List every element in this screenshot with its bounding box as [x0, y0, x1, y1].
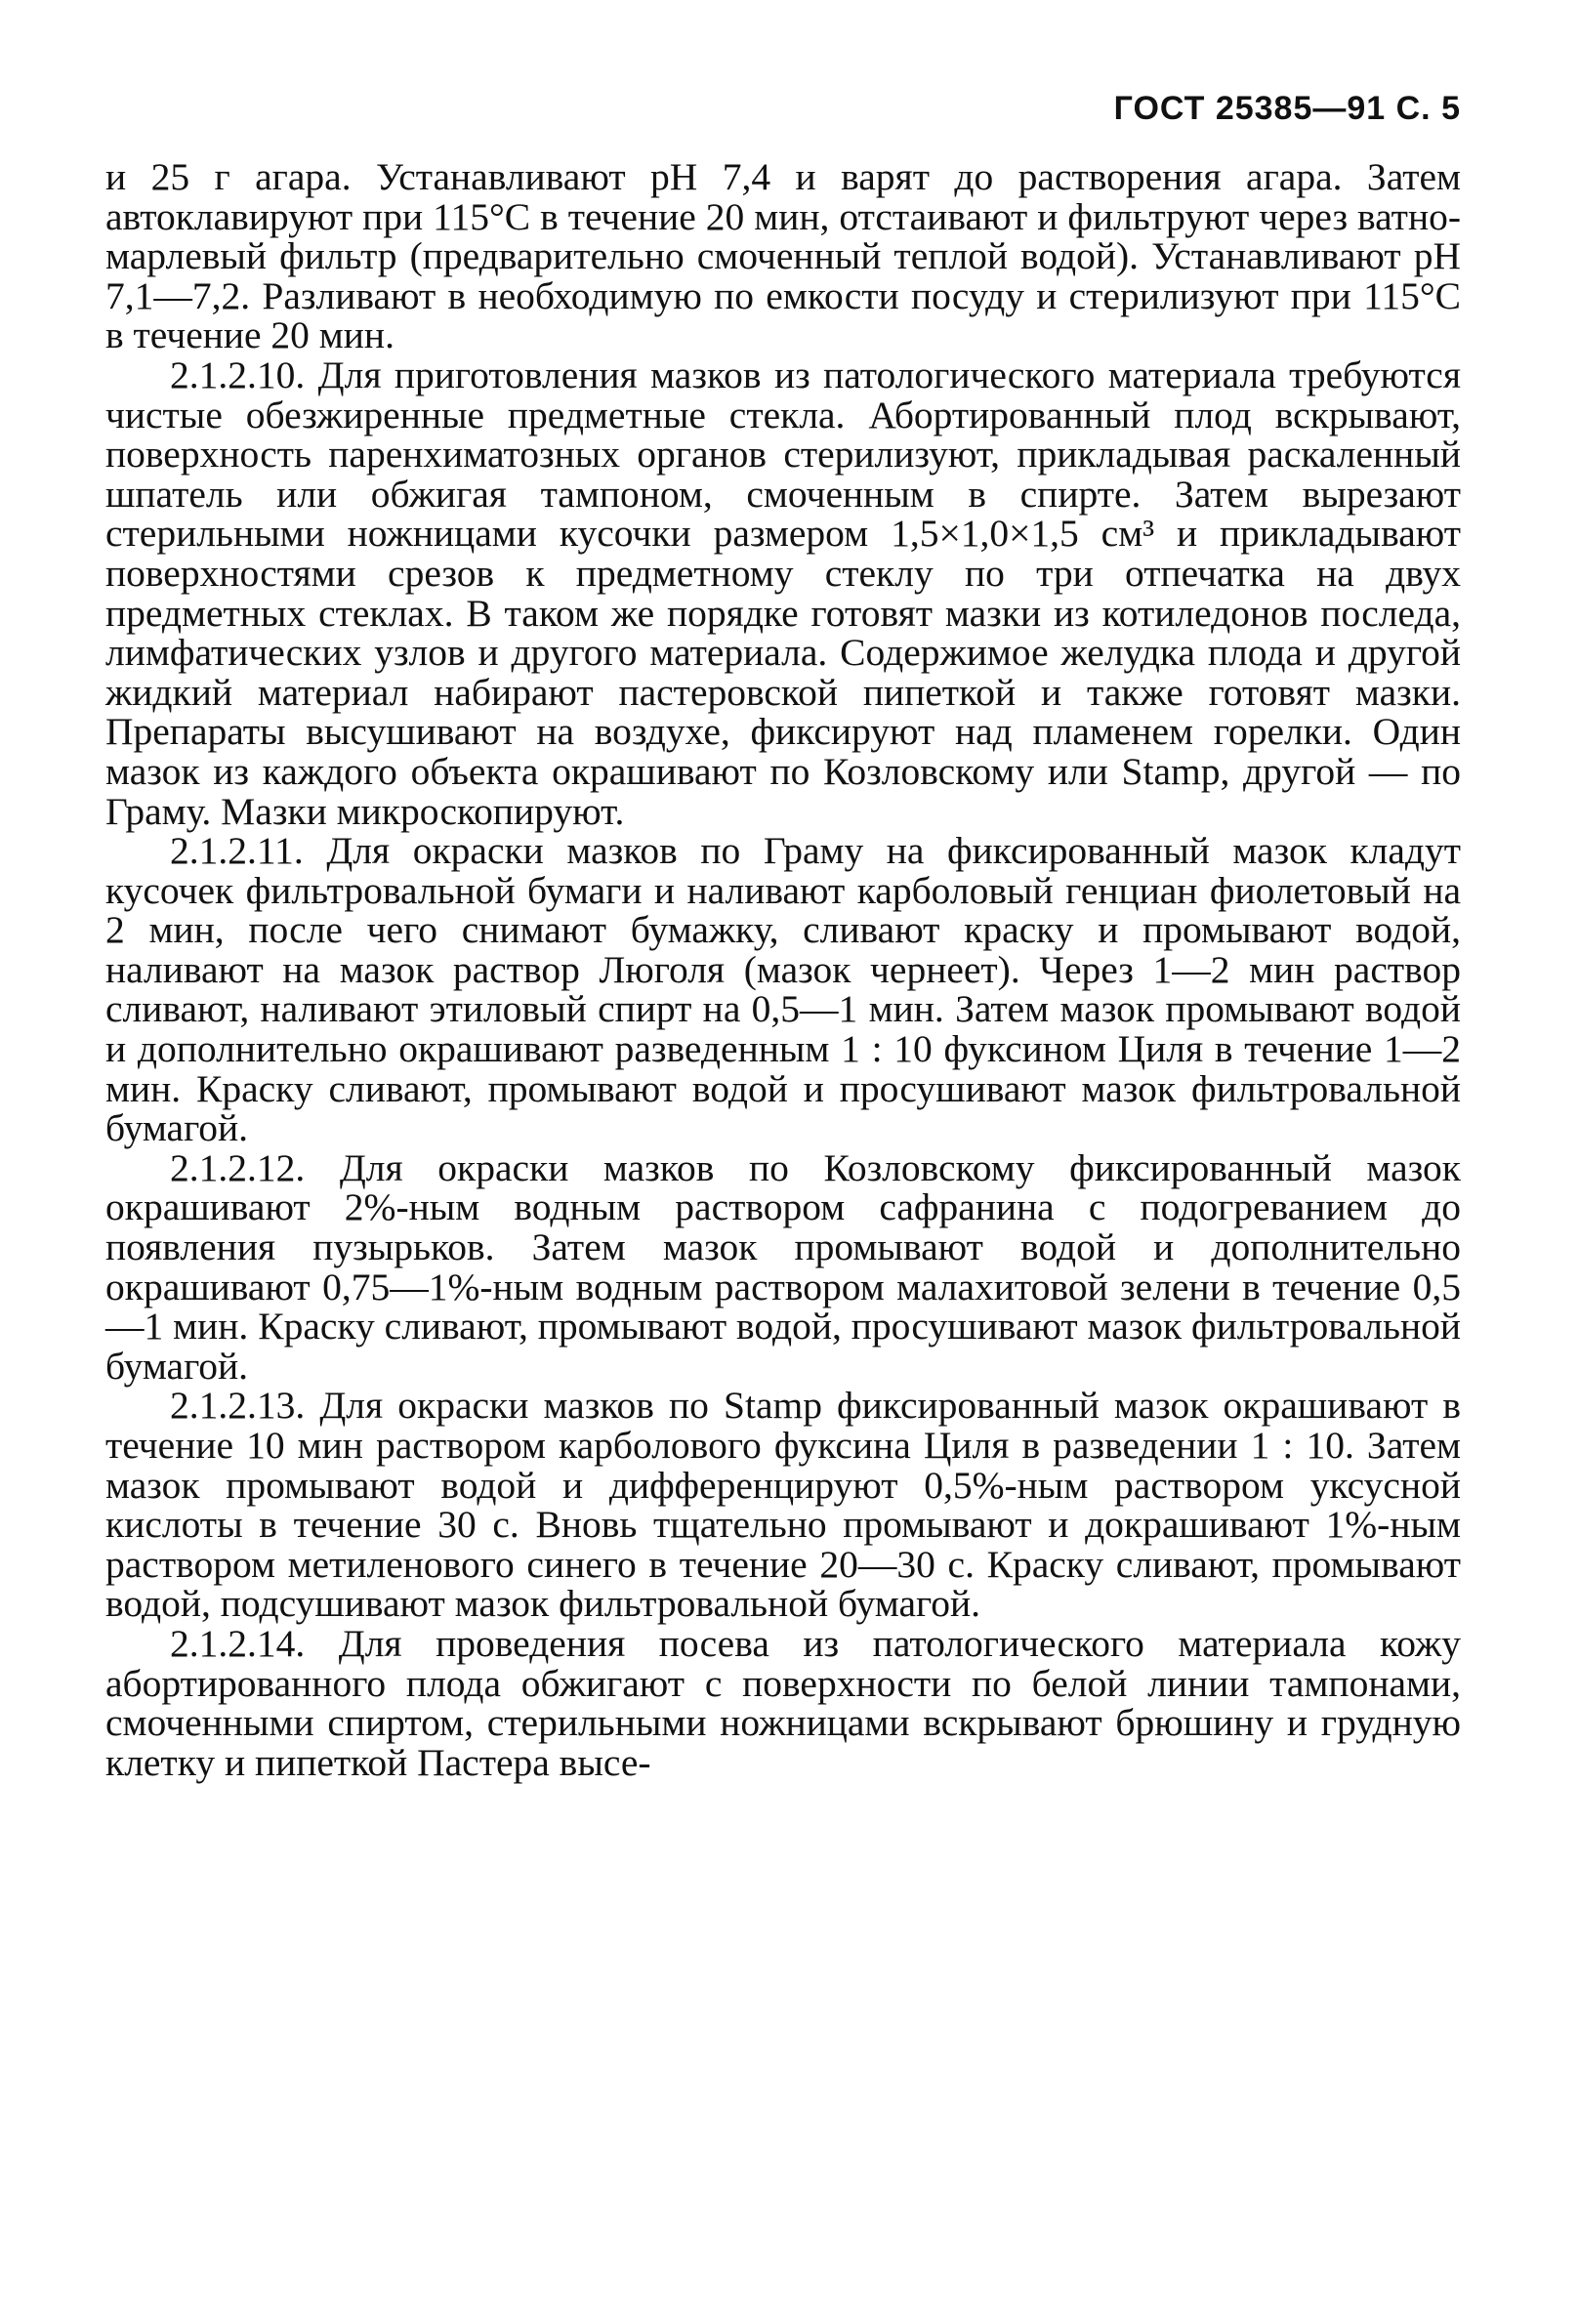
paragraph-2-1-2-10: 2.1.2.10. Для приготовления мазков из патологического материала требуются чистые обезжиренные предметные стекла. Абортированный плод вскрывают, поверхность паренхиматозных органов стерилизуют, прикладывая раскаленный шпатель или обжигая тампоном, смоченным в спирте. Затем вырезают стерильными ножницами кусочки размером 1,5×1,0×1,5 см³ и прикладывают поверхностями срезов к предметному стеклу по три отпечатка на двух предметных стеклах. В таком же порядке готовят мазки из котиледонов последа, лимфатических узлов и другого материала. Содержимое желудка плода и другой жидкий материал набирают пастеровской пипеткой и также готовят мазки. Препараты высушивают на воздухе, фиксируют над пламенем горелки. Один мазок из каждого объекта окрашивают по Козловскому или Stamp, другой — по Граму. Мазки микроскопируют. [105, 353, 1461, 833]
paragraph-2-1-2-11: 2.1.2.11. Для окраски мазков по Граму на фиксированный мазок кладут кусочек фильтровальной бумаги и наливают карболовый генциан фиолетовый на 2 мин, после чего снимают бумажку, сливают краску и промывают водой, наливают на мазок раствор Люголя (мазок чернеет). Через 1—2 мин раствор сливают, наливают этиловый спирт на 0,5—1 мин. Затем мазок промывают водой и дополнительно окрашивают разведенным 1 : 10 фуксином Циля в течение 1—2 мин. Краску сливают, промывают водой и просушивают мазок фильтровальной бумагой. [105, 829, 1461, 1150]
paragraph-2-1-2-14: 2.1.2.14. Для проведения посева из патологического материала кожу абортированного плода обжигают с поверхности по белой линии тампонами, смоченными спиртом, стерильными ножницами вскрывают брюшину и грудную клетку и пипеткой Пастера высе- [105, 1621, 1461, 1784]
paragraph-2-1-2-12: 2.1.2.12. Для окраски мазков по Козловскому фиксированный мазок окрашивают 2%-ным водным раствором сафранина с подогреванием до появления пузырьков. Затем мазок промывают водой и дополнительно окрашивают 0,75—1%-ным водным раствором малахитовой зелени в течение 0,5—1 мин. Краску сливают, промывают водой, просушивают мазок фильтровальной бумагой. [105, 1145, 1461, 1388]
paragraph-continued: и 25 г агара. Устанавливают pH 7,4 и варят до растворения агара. Затем автоклавируют при 115°С в течение 20 мин, отстаивают и фильтруют через ватно-марлевый фильтр (предварительно смоченный теплой водой). Устанавливают pH 7,1—7,2. Разливают в необходимую по емкости посуду и стерилизуют при 115°С в течение 20 мин. [105, 155, 1461, 357]
paragraph-2-1-2-13: 2.1.2.13. Для окраски мазков по Stamp фиксированный мазок окрашивают в течение 10 мин раствором карболового фуксина Циля в разведении 1 : 10. Затем мазок промывают водой и дифференцируют 0,5%-ным раствором уксусной кислоты в течение 30 с. Вновь тщательно промывают и докрашивают 1%-ным раствором метиленового синего в течение 20—30 с. Краску сливают, промывают водой, подсушивают мазок фильтровальной бумагой. [105, 1384, 1461, 1626]
page-header: ГОСТ 25385—91 С. 5 [1113, 90, 1461, 127]
document-body [105, 157, 1461, 1782]
document-page [105, 90, 1461, 1782]
